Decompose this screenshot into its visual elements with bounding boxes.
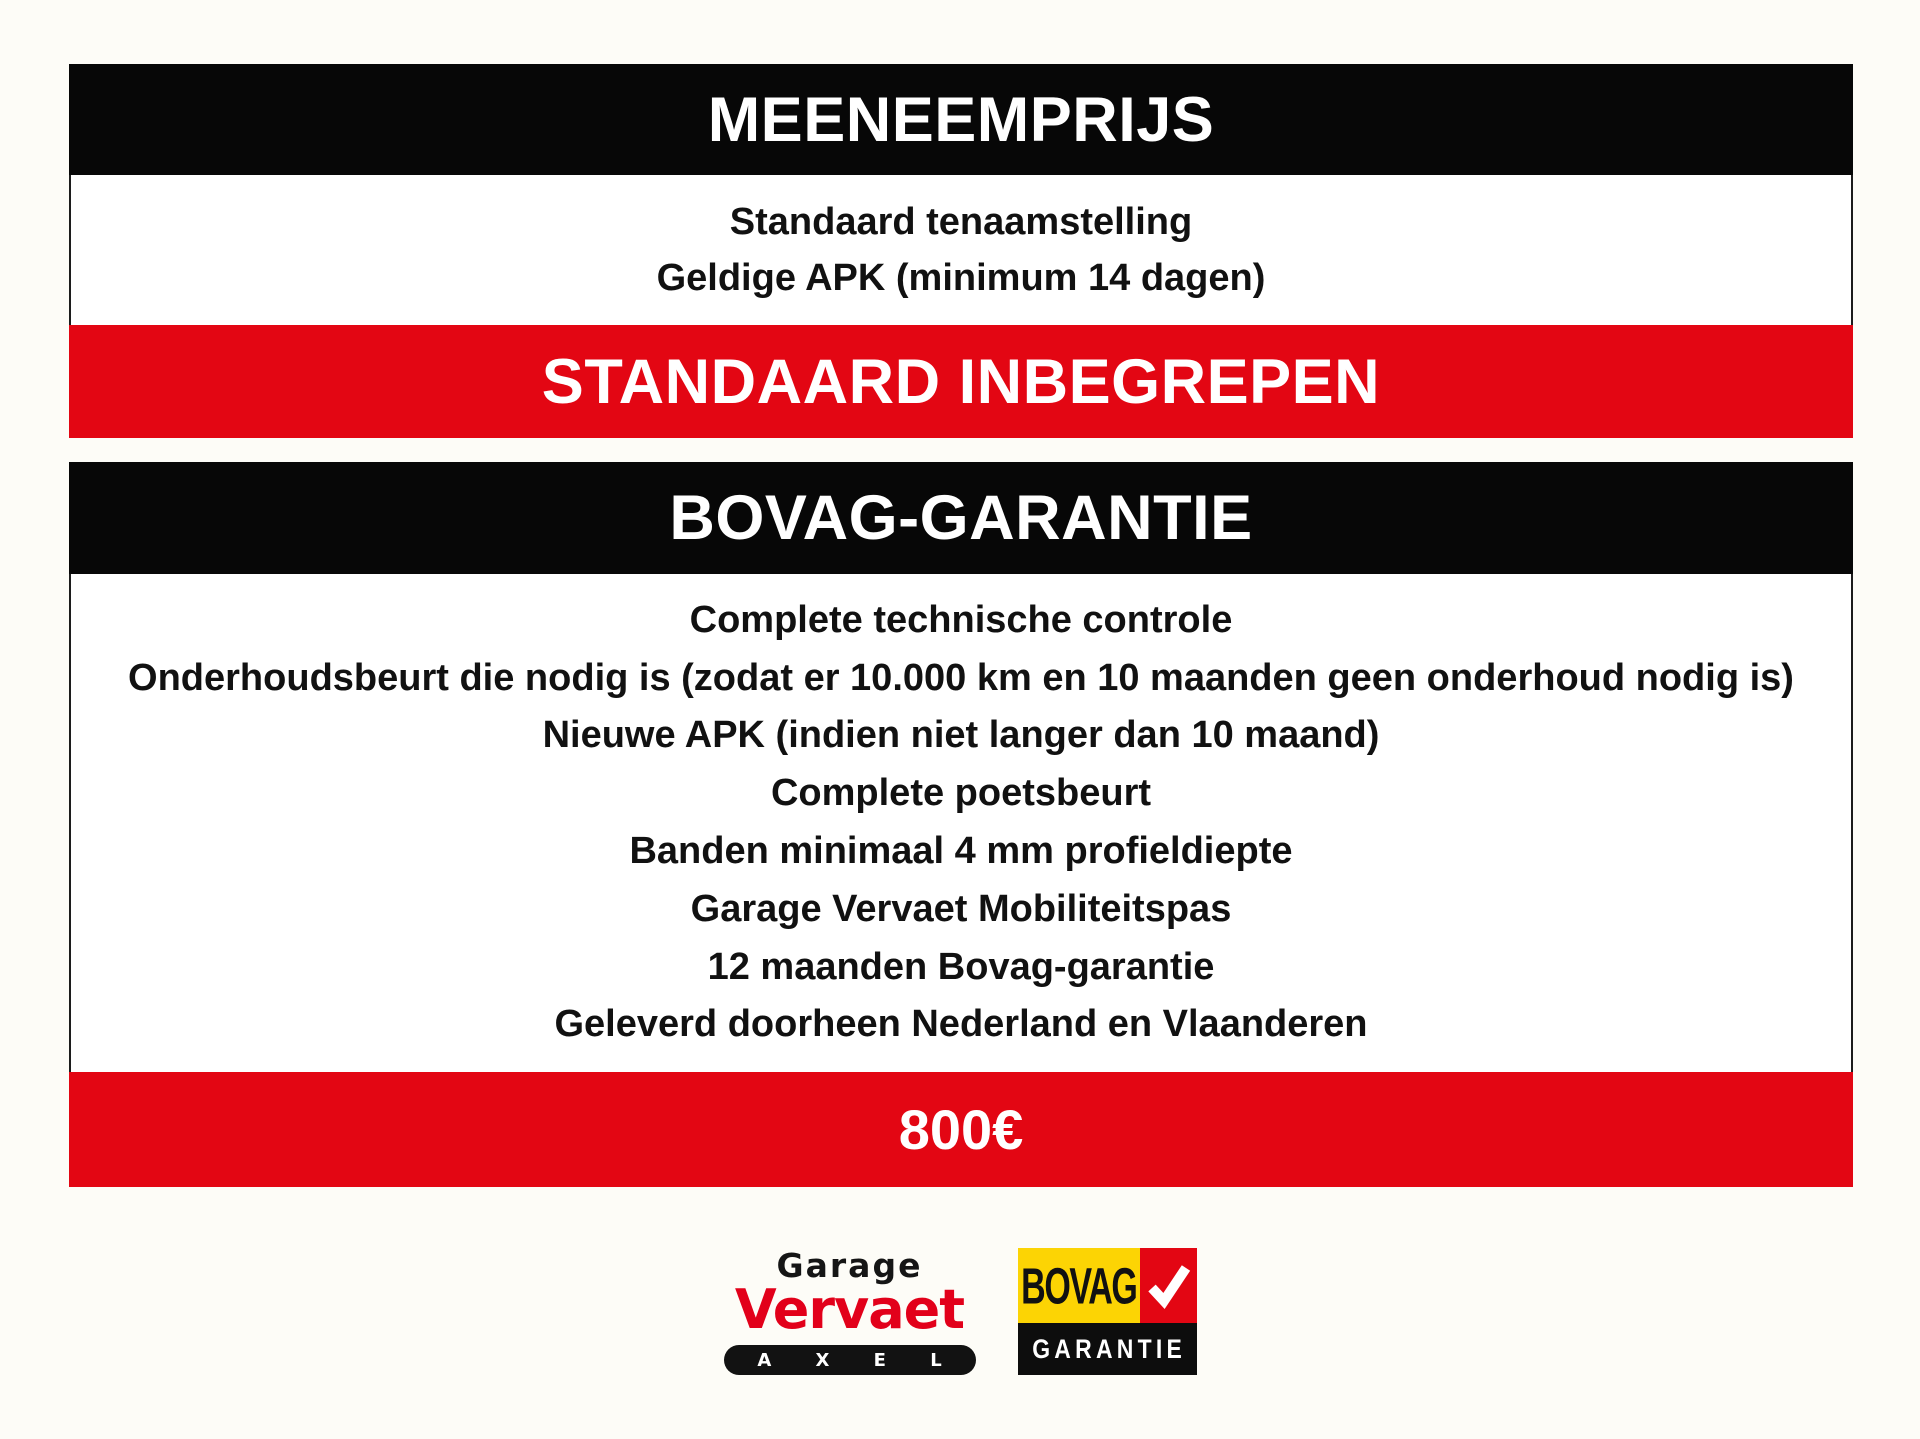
warranty-item: Banden minimaal 4 mm profieldiepte bbox=[629, 830, 1293, 872]
bovag-wordmark: BOVAG bbox=[1020, 1256, 1137, 1315]
warranty-item: Geleverd doorheen Nederland en Vlaanderen bbox=[554, 1003, 1368, 1046]
warranty-item: Onderhoudsbeurt die nodig is (zodat er 10.000 km en 10 maanden geen onderhoud nodig is) bbox=[128, 656, 1794, 699]
bovag-logo-bottom bbox=[1018, 1323, 1197, 1375]
price-banner bbox=[69, 1072, 1853, 1187]
apk-line: Geldige APK (minimum 14 dagen) bbox=[656, 257, 1266, 299]
bovag-garantie-header bbox=[69, 462, 1853, 574]
meeneemprijs-body bbox=[69, 175, 1853, 325]
garage-wordmark: Garage bbox=[776, 1246, 923, 1285]
vervaet-wordmark: Vervaet bbox=[734, 1278, 965, 1341]
warranty-item: Nieuwe APK (indien niet langer dan 10 maand) bbox=[542, 714, 1380, 757]
bovag-garantie-logo bbox=[1018, 1248, 1197, 1375]
meeneemprijs-title: MEENEEMPRIJS bbox=[707, 84, 1215, 155]
warranty-item: Garage Vervaet Mobiliteitspas bbox=[690, 887, 1232, 930]
checkmark-icon bbox=[1145, 1258, 1191, 1314]
axel-badge: A X E L bbox=[724, 1345, 976, 1375]
garantie-label: GARANTIE bbox=[1032, 1333, 1187, 1364]
garage-vervaet-logo bbox=[724, 1248, 976, 1375]
tenaamstelling-line: Standaard tenaamstelling bbox=[729, 201, 1193, 243]
price-text: 800€ bbox=[898, 1098, 1024, 1161]
meeneemprijs-header bbox=[69, 64, 1853, 175]
bovag-yellow-panel bbox=[1018, 1248, 1140, 1323]
standaard-inbegrepen-title: STANDAARD INBEGREPEN bbox=[541, 346, 1381, 417]
bovag-check-panel bbox=[1140, 1248, 1197, 1323]
warranty-list bbox=[69, 574, 1853, 1072]
bovag-garantie-title: BOVAG-GARANTIE bbox=[669, 483, 1253, 553]
warranty-item: 12 maanden Bovag-garantie bbox=[707, 945, 1215, 988]
logo-row bbox=[0, 1248, 1920, 1375]
standaard-inbegrepen-banner bbox=[69, 325, 1853, 438]
bovag-logo-top bbox=[1018, 1248, 1197, 1323]
warranty-item: Complete poetsbeurt bbox=[770, 772, 1152, 815]
warranty-item: Complete technische controle bbox=[689, 598, 1233, 641]
